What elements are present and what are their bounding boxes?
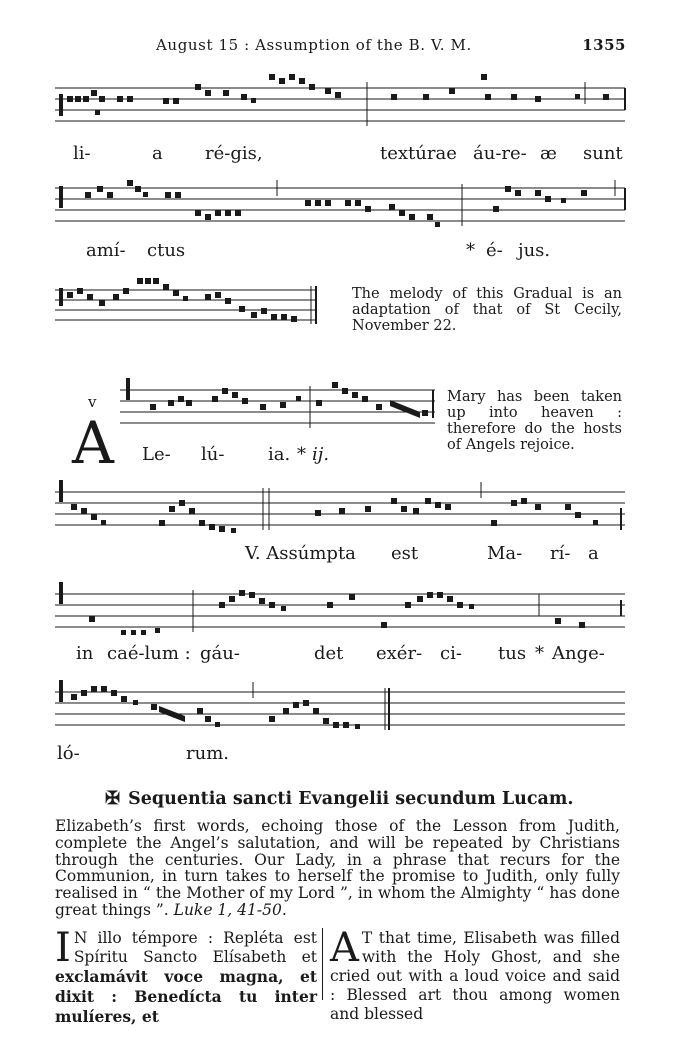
lyric-word: caé-lum : <box>107 643 191 664</box>
lyric-word: Ma- <box>487 543 523 564</box>
lyric-word: ctus <box>147 240 186 261</box>
latin-text-bold: exclamávit voce magna, et dixit : Benedícta tu inter mulíeres, et <box>55 967 317 1026</box>
lyric-word: Ange- <box>552 643 605 664</box>
lyric-word: a <box>588 543 599 564</box>
lyric-word: ia. <box>268 444 291 465</box>
lyric-word: * <box>297 444 306 465</box>
lyric-word: V. Assúmpta <box>245 543 356 564</box>
gospel-introduction <box>55 818 620 919</box>
lyric-word: in <box>76 643 94 664</box>
chant-staff-2 <box>55 176 625 236</box>
lyric-word: áu-re- <box>473 143 527 164</box>
lyric-word: * <box>535 643 544 664</box>
page-number: 1355 <box>582 36 626 54</box>
latin-column <box>55 925 317 1027</box>
gradual-note: The melody of this Gradual is an adaptation of that of St Cecily, November 22. <box>352 286 622 334</box>
chant-staff-1 <box>55 74 625 134</box>
lyric-word: Le- <box>142 444 171 465</box>
lyric-word: * <box>466 240 475 261</box>
lyric-word: gáu- <box>200 643 240 664</box>
latin-dropcap: I <box>55 925 71 971</box>
lyric-word: ij. <box>312 444 330 465</box>
verse-mark: v <box>88 393 97 411</box>
running-head <box>0 36 673 56</box>
lyric-word: rum. <box>186 743 229 764</box>
column-divider <box>322 928 323 1000</box>
lyric-word: textúrae <box>380 143 457 164</box>
alleluia-initial: A <box>72 409 114 477</box>
english-text: T that time, Elisabeth was filled with the Holy Ghost, and she cried out with a loud voice and said : Blessed art thou among women and blessed <box>330 929 620 1023</box>
english-column <box>330 925 620 1024</box>
latin-text: N illo témpore : Repléta est Spíritu Sancto Elísabeth et <box>73 929 317 966</box>
lyric-word: det <box>314 643 344 664</box>
cross-icon: ✠ <box>105 788 121 809</box>
lyric-word: jus. <box>518 240 551 261</box>
chant-staff-5 <box>55 480 625 540</box>
lyric-word: rí- <box>550 543 571 564</box>
lyric-word: ló- <box>57 743 80 764</box>
lyric-word: exér- <box>376 643 423 664</box>
lyric-word: ré-gis, <box>205 143 263 164</box>
lyric-word: lú- <box>201 444 225 465</box>
running-head-title: August 15 : Assumption of the B. V. M. <box>156 36 472 54</box>
scripture-reference: Luke 1, 41-50. <box>173 900 287 919</box>
lyric-word: amí- <box>86 240 126 261</box>
alleluia-translation: Mary has been taken up into heaven : therefore do the hosts of Angels rejoice. <box>447 389 622 453</box>
chant-staff-7 <box>55 680 625 740</box>
lyric-word: a <box>152 143 163 164</box>
lyric-word: ci- <box>440 643 462 664</box>
intro-text: Elizabeth’s first words, echoing those of the Lesson from Judith, complete the Angel’s salutation, and will be repeated by Christians through the centuries. Our Lady, in a phrase that recurs for the Communion, in turn takes to herself the promise to Judith, only fully realised in “ the Mother of my Lord ”, in whom the Almighty “ has done great things ”. <box>55 817 620 919</box>
gospel-heading-text: Sequentia sancti Evangelii secundum Lucam. <box>128 789 574 809</box>
chant-staff-6 <box>55 582 625 642</box>
lyric-word: sunt <box>583 143 623 164</box>
chant-staff-3 <box>55 278 320 328</box>
chant-staff-4 <box>120 378 438 438</box>
lyric-word: æ <box>540 143 557 164</box>
lyric-word: é- <box>486 240 503 261</box>
lyric-word: li- <box>73 143 91 164</box>
english-dropcap: A <box>330 925 359 971</box>
lyric-word: tus <box>498 643 527 664</box>
lyric-word: est <box>391 543 419 564</box>
gospel-heading <box>105 788 574 809</box>
